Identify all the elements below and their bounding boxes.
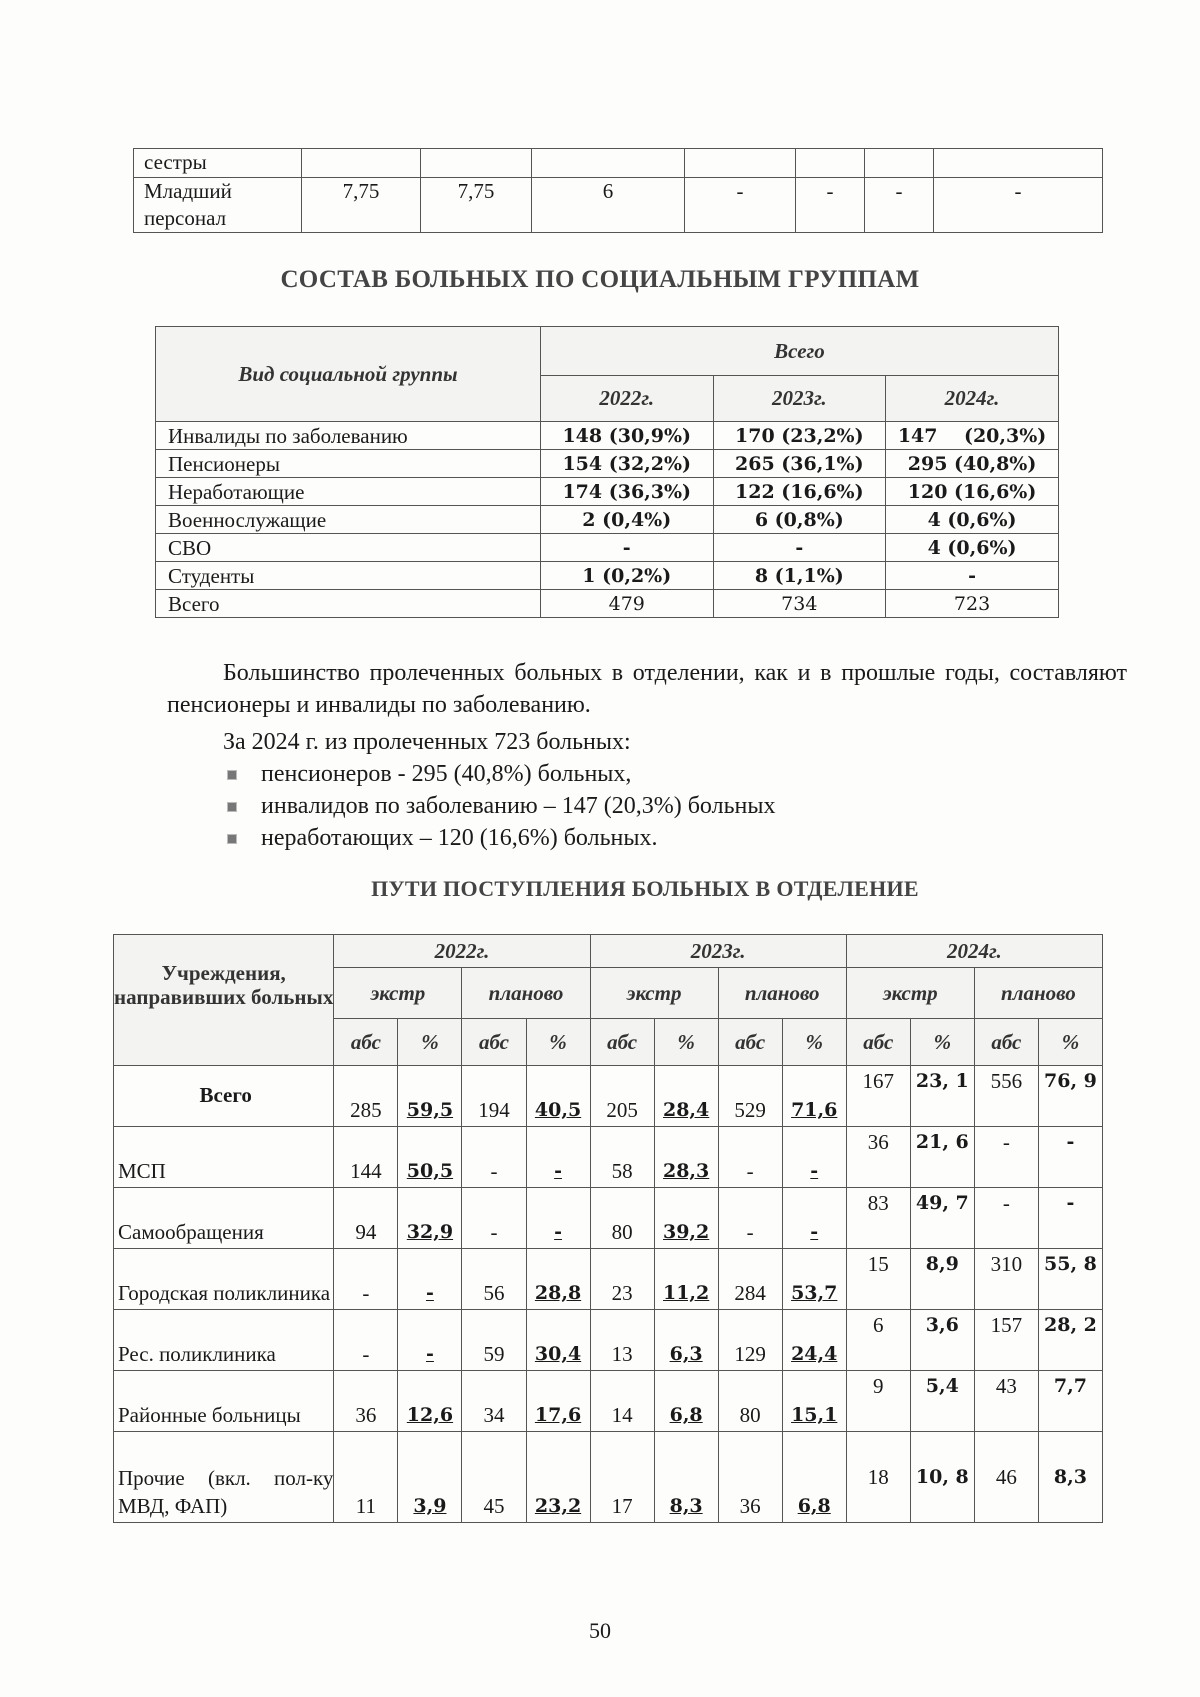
cell: 157 <box>974 1310 1038 1371</box>
cell: 723 <box>886 590 1059 618</box>
cell <box>934 149 1103 178</box>
year-header: 2022г. <box>540 376 713 422</box>
total-header: Всего <box>540 327 1058 376</box>
cell: 6,3 <box>654 1310 718 1371</box>
cell: 23, 1 <box>910 1066 974 1127</box>
cell: 23,2 <box>526 1432 590 1523</box>
subheader-emergency: экстр <box>846 968 974 1019</box>
subheader-emergency: экстр <box>590 968 718 1019</box>
row-label: Всего <box>114 1066 334 1127</box>
cell: 120 (16,6%) <box>886 478 1059 506</box>
cell: 8,9 <box>910 1249 974 1310</box>
cell: 2 (0,4%) <box>540 506 713 534</box>
row-label: сестры <box>134 149 302 178</box>
cell: - <box>1038 1188 1102 1249</box>
cell: 11,2 <box>654 1249 718 1310</box>
page-number: 50 <box>589 1618 611 1643</box>
subheader-planned: планово <box>462 968 590 1019</box>
table-header-row <box>114 935 1103 968</box>
summary-paragraph: Большинство пролеченных больных в отделении, как и в прошлые годы, составляют пенсионеры и инвалиды по заболеванию. <box>167 660 1127 718</box>
cell <box>421 149 532 178</box>
row-label: Районные больницы <box>114 1371 334 1432</box>
row-label: СВО <box>156 534 541 562</box>
row-label: Рес. поликлиника <box>114 1310 334 1371</box>
table-row <box>156 590 1059 618</box>
table-row <box>156 478 1059 506</box>
row-label: Самообращения <box>114 1188 334 1249</box>
cell <box>796 149 865 178</box>
cell: - <box>526 1188 590 1249</box>
cell: 5,4 <box>910 1371 974 1432</box>
row-label: Студенты <box>156 562 541 590</box>
cell: 9 <box>846 1371 910 1432</box>
cell: 28, 2 <box>1038 1310 1102 1371</box>
table-row <box>156 534 1059 562</box>
cell: 8,3 <box>654 1432 718 1523</box>
summary-list <box>223 758 775 854</box>
cell: 30,4 <box>526 1310 590 1371</box>
cell: 11 <box>334 1432 398 1523</box>
cell: 15 <box>846 1249 910 1310</box>
row-label: Прочие (вкл. пол-ку МВД, ФАП) <box>114 1432 334 1523</box>
cell: 58 <box>590 1127 654 1188</box>
col-pct: % <box>910 1019 974 1066</box>
col-pct: % <box>1038 1019 1102 1066</box>
list-item-text: инвалидов по заболеванию – 147 (20,3%) больных <box>261 793 776 819</box>
cell: 53,7 <box>782 1249 846 1310</box>
col-pct: % <box>654 1019 718 1066</box>
cell: 80 <box>590 1188 654 1249</box>
cell: - <box>398 1249 462 1310</box>
cell: - <box>886 562 1059 590</box>
col-abs: абс <box>718 1019 782 1066</box>
cell: 13 <box>590 1310 654 1371</box>
cell: - <box>526 1127 590 1188</box>
row-label: Инвалиды по заболеванию <box>156 422 541 450</box>
cell: 556 <box>974 1066 1038 1127</box>
cell: 194 <box>462 1066 526 1127</box>
cell: 148 (30,9%) <box>540 422 713 450</box>
table-row <box>114 1432 1103 1523</box>
table-row <box>114 1371 1103 1432</box>
cell <box>685 149 796 178</box>
institution-header: Учреждения, направивших больных <box>114 935 334 1066</box>
cell: 28,4 <box>654 1066 718 1127</box>
cell: 10, 8 <box>910 1432 974 1523</box>
cell: - <box>934 178 1103 233</box>
cell: 8,3 <box>1038 1432 1102 1523</box>
table-row <box>114 1188 1103 1249</box>
cell: 205 <box>590 1066 654 1127</box>
cell <box>532 149 685 178</box>
staff-table-fragment <box>133 148 1103 233</box>
bullet-icon <box>227 802 237 812</box>
cell: - <box>334 1249 398 1310</box>
cell: - <box>974 1127 1038 1188</box>
cell: 144 <box>334 1127 398 1188</box>
cell: 174 (36,3%) <box>540 478 713 506</box>
cell: 80 <box>718 1371 782 1432</box>
cell: 40,5 <box>526 1066 590 1127</box>
summary-intro: За 2024 г. из пролеченных 723 больных: <box>223 729 631 755</box>
list-item <box>223 758 775 790</box>
list-item <box>223 790 775 822</box>
bullet-icon <box>227 770 237 780</box>
cell: 76, 9 <box>1038 1066 1102 1127</box>
cell: - <box>713 534 886 562</box>
cell: 529 <box>718 1066 782 1127</box>
cell: 24,4 <box>782 1310 846 1371</box>
row-label: Пенсионеры <box>156 450 541 478</box>
cell: - <box>462 1127 526 1188</box>
table-row <box>134 149 1103 178</box>
cell: 1 (0,2%) <box>540 562 713 590</box>
row-label: Неработающие <box>156 478 541 506</box>
cell: 284 <box>718 1249 782 1310</box>
cell <box>865 149 934 178</box>
cell: 28,8 <box>526 1249 590 1310</box>
cell: 59,5 <box>398 1066 462 1127</box>
col-abs: абс <box>462 1019 526 1066</box>
cell: - <box>398 1310 462 1371</box>
cell: 18 <box>846 1432 910 1523</box>
cell: 3,9 <box>398 1432 462 1523</box>
cell: - <box>540 534 713 562</box>
cell: 59 <box>462 1310 526 1371</box>
cell: 17,6 <box>526 1371 590 1432</box>
cell: 167 <box>846 1066 910 1127</box>
cell: 71,6 <box>782 1066 846 1127</box>
cell: 34 <box>462 1371 526 1432</box>
cell: 265 (36,1%) <box>713 450 886 478</box>
cell: 4 (0,6%) <box>886 534 1059 562</box>
row-label: МСП <box>114 1127 334 1188</box>
cell: - <box>865 178 934 233</box>
cell: 6 (0,8%) <box>713 506 886 534</box>
cell: 7,75 <box>421 178 532 233</box>
admission-routes-heading: ПУТИ ПОСТУПЛЕНИЯ БОЛЬНЫХ В ОТДЕЛЕНИЕ <box>371 876 919 901</box>
cell: 43 <box>974 1371 1038 1432</box>
col-pct: % <box>526 1019 590 1066</box>
cell: 122 (16,6%) <box>713 478 886 506</box>
cell: 83 <box>846 1188 910 1249</box>
year-header: 2023г. <box>713 376 886 422</box>
col-abs: абс <box>590 1019 654 1066</box>
table-row <box>134 178 1103 233</box>
list-item-text: пенсионеров - 295 (40,8%) больных, <box>261 761 632 787</box>
cell: 21, 6 <box>910 1127 974 1188</box>
cell: 734 <box>713 590 886 618</box>
subheader-emergency: экстр <box>334 968 462 1019</box>
table-row <box>114 1066 1103 1127</box>
cell: 6,8 <box>654 1371 718 1432</box>
cell: - <box>718 1188 782 1249</box>
cell: 39,2 <box>654 1188 718 1249</box>
cell: 170 (23,2%) <box>713 422 886 450</box>
year-header: 2024г. <box>846 935 1102 968</box>
row-label: Военнослужащие <box>156 506 541 534</box>
table-row <box>156 562 1059 590</box>
cell: 36 <box>846 1127 910 1188</box>
cell: - <box>1038 1127 1102 1188</box>
cell <box>302 149 421 178</box>
cell: 15,1 <box>782 1371 846 1432</box>
list-item-text: неработающих – 120 (16,6%) больных. <box>261 825 658 851</box>
group-header: Вид социальной группы <box>156 327 541 422</box>
cell: - <box>974 1188 1038 1249</box>
cell: 295 (40,8%) <box>886 450 1059 478</box>
cell: 7,7 <box>1038 1371 1102 1432</box>
cell: 4 (0,6%) <box>886 506 1059 534</box>
cell: 147 (20,3%) <box>886 422 1059 450</box>
table-header-row <box>156 327 1059 376</box>
cell: - <box>462 1188 526 1249</box>
table-row <box>114 1127 1103 1188</box>
social-groups-heading: СОСТАВ БОЛЬНЫХ ПО СОЦИАЛЬНЫМ ГРУППАМ <box>280 266 920 293</box>
cell: 46 <box>974 1432 1038 1523</box>
cell: - <box>334 1310 398 1371</box>
cell: - <box>718 1127 782 1188</box>
col-abs: абс <box>974 1019 1038 1066</box>
cell: 154 (32,2%) <box>540 450 713 478</box>
routes-body <box>114 1066 1103 1523</box>
cell: 17 <box>590 1432 654 1523</box>
subheader-planned: планово <box>718 968 846 1019</box>
cell: 7,75 <box>302 178 421 233</box>
cell: 12,6 <box>398 1371 462 1432</box>
cell: 36 <box>718 1432 782 1523</box>
cell: 479 <box>540 590 713 618</box>
col-pct: % <box>398 1019 462 1066</box>
year-header: 2024г. <box>886 376 1059 422</box>
row-label: Младший персонал <box>134 178 302 233</box>
table-row <box>114 1249 1103 1310</box>
cell: 8 (1,1%) <box>713 562 886 590</box>
admission-routes-table <box>113 934 1103 1523</box>
bullet-icon <box>227 834 237 844</box>
cell: 23 <box>590 1249 654 1310</box>
col-abs: абс <box>334 1019 398 1066</box>
table-row <box>156 450 1059 478</box>
subheader-planned: планово <box>974 968 1102 1019</box>
cell: 310 <box>974 1249 1038 1310</box>
cell: - <box>782 1127 846 1188</box>
year-header: 2023г. <box>590 935 846 968</box>
cell: 32,9 <box>398 1188 462 1249</box>
col-abs: абс <box>846 1019 910 1066</box>
cell: 45 <box>462 1432 526 1523</box>
cell: 3,6 <box>910 1310 974 1371</box>
table-row <box>156 422 1059 450</box>
cell: - <box>796 178 865 233</box>
cell: - <box>782 1188 846 1249</box>
cell: 56 <box>462 1249 526 1310</box>
cell: 6 <box>846 1310 910 1371</box>
cell: 6 <box>532 178 685 233</box>
cell: 50,5 <box>398 1127 462 1188</box>
cell: 285 <box>334 1066 398 1127</box>
cell: 55, 8 <box>1038 1249 1102 1310</box>
table-row <box>156 506 1059 534</box>
cell: 49, 7 <box>910 1188 974 1249</box>
social-groups-table <box>155 326 1059 618</box>
table-row <box>114 1310 1103 1371</box>
cell: 129 <box>718 1310 782 1371</box>
cell: 94 <box>334 1188 398 1249</box>
row-label: Городская поликлиника <box>114 1249 334 1310</box>
cell: 28,3 <box>654 1127 718 1188</box>
cell: 36 <box>334 1371 398 1432</box>
cell: 6,8 <box>782 1432 846 1523</box>
cell: - <box>685 178 796 233</box>
row-label: Всего <box>156 590 541 618</box>
col-pct: % <box>782 1019 846 1066</box>
list-item <box>223 822 775 854</box>
year-header: 2022г. <box>334 935 590 968</box>
cell: 14 <box>590 1371 654 1432</box>
